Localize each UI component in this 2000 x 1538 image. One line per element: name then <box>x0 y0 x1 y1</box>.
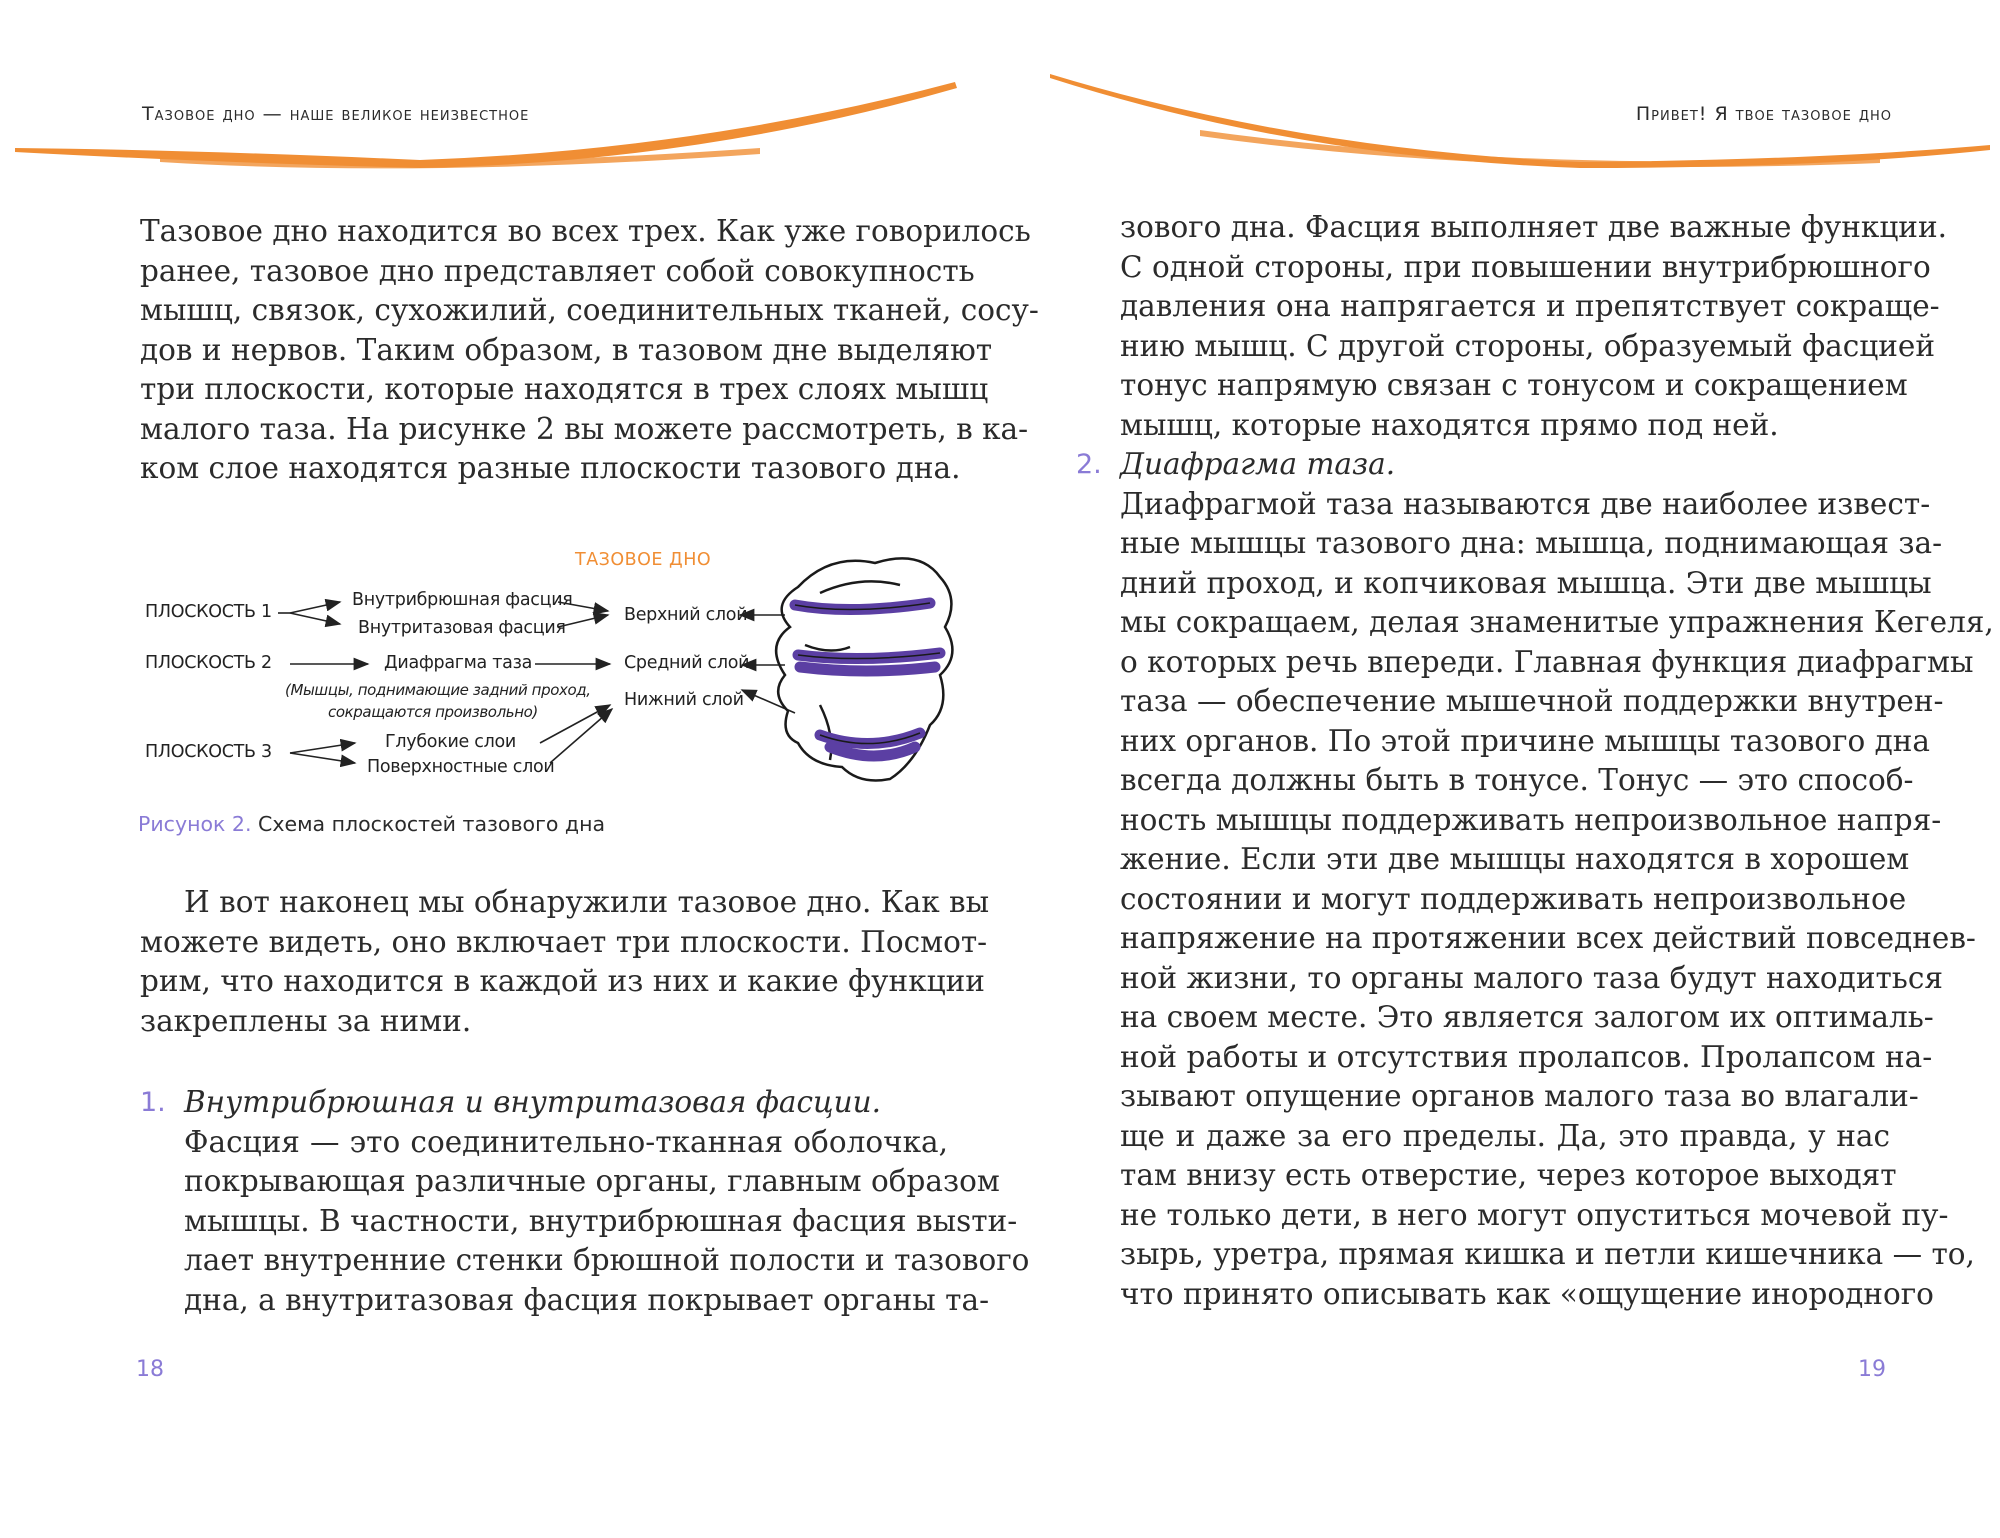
text-line: зового дна. Фасция выполняет две важные функции. <box>1120 210 1948 244</box>
list-item-2 <box>1076 445 1994 1314</box>
text-line: таза — обеспечение мышечной поддержки внутрен- <box>1120 684 1944 718</box>
left-running-head: Тазовое дно — наше великое неизвестное <box>142 103 530 125</box>
text-line: ной жизни, то органы малого таза будут находиться <box>1120 960 1944 995</box>
text-line: ранее, тазовое дно представляет собой совокупность <box>140 253 975 288</box>
text-line: зывают опущение органов малого таза во влагали- <box>1120 1079 1919 1113</box>
text-line: мышц, которые находятся прямо под ней. <box>1120 407 1779 442</box>
upper-layer-label: Верхний слой <box>624 605 748 625</box>
plane-3-label: ПЛОСКОСТЬ 3 <box>145 742 272 762</box>
figure-caption <box>138 812 605 836</box>
pelvic-floor-diagram <box>130 535 960 795</box>
text-line: ные мышцы тазового дна: мышца, поднимающая за- <box>1120 526 1943 560</box>
left-after-figure-paragraph <box>140 883 990 1041</box>
text-line: С одной стороны, при повышении внутрибрюшного <box>1120 249 1931 284</box>
text-line: закреплены за ними. <box>140 1003 472 1038</box>
left-intro-paragraph <box>140 212 1039 489</box>
plane-1-label: ПЛОСКОСТЬ 1 <box>145 602 272 622</box>
right-page-number: 19 <box>1858 1357 1886 1382</box>
text-line: И вот наконец мы обнаружили тазовое дно. Как вы <box>184 885 990 919</box>
orange-brush-stroke-decoration <box>0 0 2000 200</box>
text-line: ще и даже за его пределы. Да, это правда, у нас <box>1120 1118 1890 1153</box>
text-line: жение. Если эти две мышцы находятся в хорошем <box>1120 842 1910 876</box>
middle-layer-label: Средний слой <box>624 653 750 673</box>
text-line: на своем месте. Это является залогом их оптималь- <box>1120 1000 1934 1034</box>
text-line: там внизу есть отверстие, через которое выходят <box>1120 1158 1897 1192</box>
lower-layer-label: Нижний слой <box>624 690 744 710</box>
text-line: лает внутренние стенки брюшной полости и тазового <box>184 1243 1030 1277</box>
text-line: дний проход, и копчиковая мышца. Эти две мышцы <box>1120 565 1932 600</box>
text-line: давления она напрягается и препятствует сокраще- <box>1120 289 1940 323</box>
list-item-1-title: Внутрибрюшная и внутритазовая фасции. <box>184 1085 881 1119</box>
text-line: дна, а внутритазовая фасция покрывает органы та- <box>184 1282 990 1317</box>
list-item-1 <box>140 1083 1030 1320</box>
text-line: тонус напрямую связан с тонусом и сокращением <box>1120 368 1908 402</box>
text-line: покрывающая различные органы, главным образом <box>184 1164 1000 1198</box>
diaphragm-note-line2: сокращаются произвольно) <box>328 703 538 721</box>
text-line: Фасция — это соединительно-тканная оболочка, <box>184 1124 948 1159</box>
diagram-title: ТАЗОВОЕ ДНО <box>575 550 712 570</box>
text-line: ной работы и отсутствия пролапсов. Пролапсом на- <box>1120 1039 1933 1074</box>
right-running-head: Привет! Я твое тазовое дно <box>1635 103 1892 125</box>
list-item-2-number: 2. <box>1076 449 1102 480</box>
list-item-2-head <box>1076 445 1890 485</box>
list-item-1-number: 1. <box>140 1087 166 1118</box>
text-line: мы сокращаем, делая знаменитые упражнения Кегеля, <box>1120 605 1994 639</box>
text-line: малого таза. На рисунке 2 вы можете рассмотреть, в ка- <box>140 411 1029 446</box>
text-line: всегда должны быть в тонусе. Тонус — это способ- <box>1120 763 1914 797</box>
diaphragm-note-line1: (Мышцы, поднимающие задний проход, <box>285 681 591 699</box>
intra-abdominal-fascia-label: Внутрибрюшная фасция <box>352 590 573 610</box>
right-continued-paragraph <box>1120 208 1948 445</box>
text-line: напряжение на протяжении всех действий повседнев- <box>1120 921 1976 955</box>
pelvic-diaphragm-label: Диафрагма таза <box>384 653 532 673</box>
plane-2-label: ПЛОСКОСТЬ 2 <box>145 653 272 673</box>
text-line: Диафрагмой таза называются две наиболее извест- <box>1120 486 1931 521</box>
list-item-1-head <box>140 1083 948 1123</box>
text-line: мышцы. В частности, внутрибрюшная фасция выsти- <box>184 1203 1018 1238</box>
text-line: три плоскости, которые находятся в трех слоях мышц <box>140 372 989 406</box>
text-line: можете видеть, оно включает три плоскости. Посмот- <box>140 924 988 959</box>
text-line: не только дети, в него могут опуститься мочевой пу- <box>1120 1197 1949 1232</box>
list-item-2-title: Диафрагма таза. <box>1120 447 1396 481</box>
text-line: них органов. По этой причине мышцы тазового дна <box>1120 723 1930 758</box>
text-line: мышц, связок, сухожилий, соединительных тканей, сосу- <box>140 293 1039 327</box>
figure-caption-label: Рисунок 2. <box>138 812 252 836</box>
text-line: состоянии и могут поддерживать непроизвольное <box>1120 881 1907 916</box>
text-line: о которых речь впереди. Главная функция диафрагмы <box>1120 644 1974 679</box>
text-line: что принято описывать как «ощущение инородного <box>1120 1276 1934 1311</box>
text-line: ком слое находятся разные плоскости тазового дна. <box>140 451 961 485</box>
figure-caption-text: Схема плоскостей тазового дна <box>251 812 606 836</box>
text-line: нию мышц. С другой стороны, образуемый фасцией <box>1120 328 1936 363</box>
text-line: зырь, уретра, прямая кишка и петли кишечника — то, <box>1120 1237 1975 1271</box>
text-line: ность мышцы поддерживать непроизвольное напря- <box>1120 802 1942 837</box>
superficial-layers-label: Поверхностные слои <box>367 757 555 777</box>
text-line: дов и нервов. Таким образом, в тазовом дне выделяют <box>140 332 993 367</box>
endopelvic-fascia-label: Внутритазовая фасция <box>358 618 566 638</box>
text-line: Тазовое дно находится во всех трех. Как уже говорилось <box>140 214 1031 248</box>
text-line: рим, что находится в каждой из них и какие функции <box>140 964 985 998</box>
deep-layers-label: Глубокие слои <box>385 732 516 752</box>
left-page-number: 18 <box>136 1357 164 1382</box>
